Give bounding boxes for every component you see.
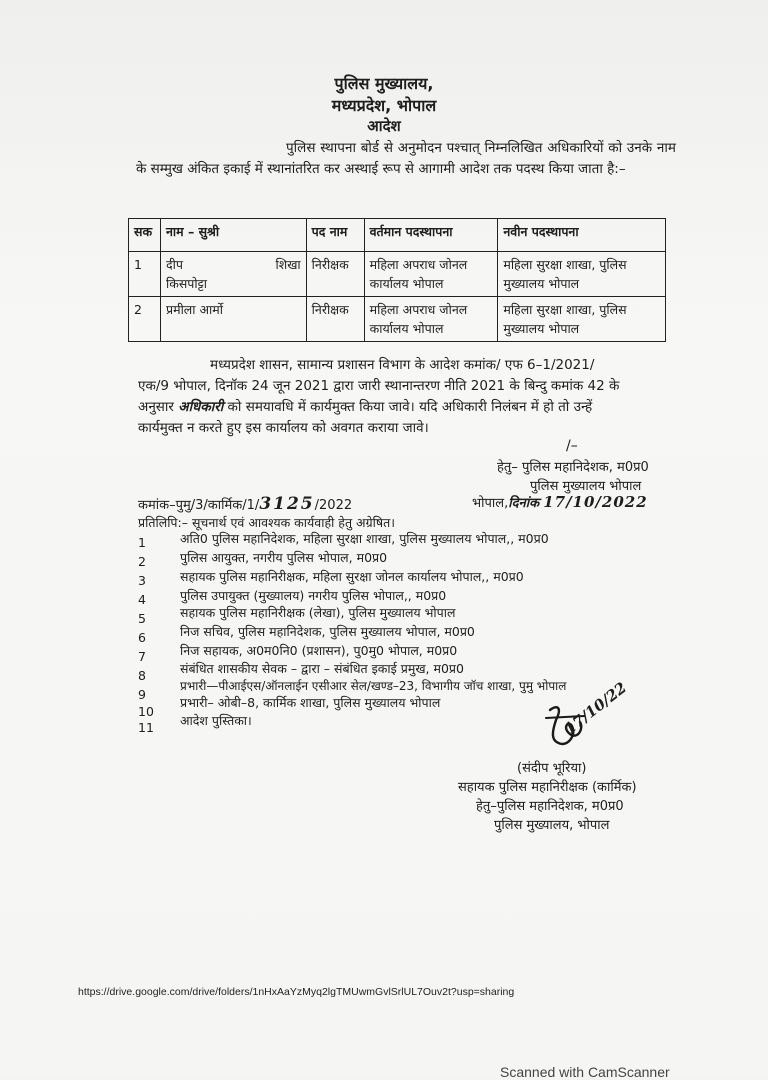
policy-line-1: मध्यप्रदेश शासन, सामान्य प्रशासन विभाग के आदेश कमांक/ एफ 6–1/2021/ [210,357,595,373]
date-handwritten: 17/10/2022 [543,493,648,511]
signatory-designation: सहायक पुलिस महानिरीक्षक (कार्मिक) [458,780,637,795]
col-header-sno: सक [129,219,161,252]
list-item-number: 11 [138,720,154,735]
order-number-year: /2022 [314,498,353,513]
sig-office: पुलिस मुख्यालय भोपाल [530,479,642,494]
order-number [138,494,352,514]
signatory-name: (संदीप भूरिया) [517,761,587,776]
list-item: प्रभारी– ओबी–8, कार्मिक शाखा, पुलिस मुख्यालय भोपाल [180,695,441,710]
list-item-number: 8 [138,668,146,683]
order-number-handwritten: 3125 [259,494,315,514]
cell-sno: 2 [129,297,161,342]
list-item-number: 6 [138,630,146,645]
drive-link[interactable]: https://drive.google.com/drive/folders/1nHxAaYzMyq2lgTMUwmGvlSrlUL7Ouv2t?usp=sharing [78,986,515,998]
date-prefix: भोपाल, [472,496,509,511]
signature-mark: /– [566,438,578,454]
signatory-office: पुलिस मुख्यालय, भोपाल [494,818,610,833]
cell-name [160,252,306,297]
cell-post: निरीक्षक [306,297,364,342]
cell-current-posting: महिला अपराध जोनल कार्यालय भोपाल [364,252,498,297]
header-order-title: आदेश [367,117,401,135]
list-item-number: 3 [138,573,146,588]
cell-sno: 1 [129,252,161,297]
list-item: प्रभारी—पीआईएस/ऑनलाईन एसीआर सेल/खण्ड–23, विभागीय जॉच शाखा, पुमु भोपाल [180,679,567,693]
cell-name: प्रमीला आर्मो [160,297,306,342]
policy-line-3 [138,397,592,418]
list-item: निज सचिव, पुलिस महानिदेशक, पुलिस मुख्यालय भोपाल, म0प्र0 [180,624,475,639]
list-item: आदेश पुस्तिका। [180,713,252,728]
table-row [129,297,666,342]
table-row [129,252,666,297]
list-item-number: 4 [138,592,146,607]
copy-heading: प्रतिलिपि:– सूचनार्थ एवं आवश्यक कार्यवाही हेतु अग्रेषित। [138,515,395,530]
col-header-current-posting: वर्तमान पदस्थापना [364,219,498,252]
policy-line-2: एक/9 भोपाल, दिनॉक 24 जून 2021 द्वारा जारी स्थानान्तरण नीति 2021 के बिन्दु कमांक 42 के [138,378,620,394]
cell-post: निरीक्षक [306,252,364,297]
name-part: शिखा [275,257,301,272]
list-item-number: 1 [138,535,146,550]
name-part: किसपोट्टा [165,276,207,291]
intro-paragraph: पुलिस स्थापना बोर्ड से अनुमोदन पश्चात् निम्नलिखित अधिकारियों को उनके नाम के सम्मुख अंकित इकाई में स्थानांतरित कर अस्थाई रूप से आगामी आदेश तक पदस्थ किया जाता है:– [136,140,676,177]
signature-date: 17/10/22 [560,678,630,738]
name-part: दीप [165,257,183,272]
list-item-number: 5 [138,611,146,626]
col-header-new-posting: नवीन पदस्थापना [498,219,666,252]
list-item: सहायक पुलिस महानिरीक्षक (लेखा), पुलिस मुख्यालय भोपाल [180,605,456,620]
list-item: संबंधित शासकीय सेवक – द्वारा – संबंधित इकाई प्रमुख, म0प्र0 [180,661,464,676]
date-label: दिनांक [508,496,540,511]
list-item-number: 7 [138,649,146,664]
list-item: निज सहायक, अ0म0नि0 (प्रशासन), पु0मु0 भोपाल, म0प्र0 [180,643,458,658]
order-number-prefix: कमांक–पुमु/3/कार्मिक/1/ [138,498,260,513]
policy-emphasis: अधिकारी [178,399,224,415]
list-item: पुलिस आयुक्त, नगरीय पुलिस भोपाल, म0प्र0 [180,550,388,565]
list-item: सहायक पुलिस महानिरीक्षक, महिला सुरक्षा जोनल कार्यालय भोपाल,, म0प्र0 [180,569,524,584]
header-office: पुलिस मुख्यालय, [334,74,434,93]
list-item: अति0 पुलिस महानिदेशक, महिला सुरक्षा शाखा, पुलिस मुख्यालय भोपाल,, म0प्र0 [180,531,549,546]
policy-text: को समयावधि में कार्यमुक्त किया जावे। यदि अधिकारी निलंबन में हो तो उन्हें [223,399,593,415]
col-header-name: नाम – सुश्री [160,219,306,252]
col-header-post: पद नाम [306,219,364,252]
table-header-row [129,219,666,252]
list-item-number: 10 [138,704,154,719]
sig-on-behalf: हेतु– पुलिस महानिदेशक, म0प्र0 [497,460,649,475]
list-item: पुलिस उपायुक्त (मुख्यालय) नगरीय पुलिस भोपाल,, म0प्र0 [180,588,447,603]
transfer-table [128,218,666,342]
order-date [472,493,648,511]
policy-line-4: कार्यमुक्त न करते हुए इस कार्यालय को अवगत कराया जावे। [138,420,429,436]
list-item-number: 2 [138,554,146,569]
signatory-on-behalf: हेतु–पुलिस महानिदेशक, म0प्र0 [476,799,624,814]
policy-text: अनुसार [138,399,179,415]
cell-current-posting: महिला अपराध जोनल कार्यालय भोपाल [364,297,498,342]
cell-new-posting: महिला सुरक्षा शाखा, पुलिस मुख्यालय भोपाल [498,252,666,297]
scanner-watermark: Scanned with CamScanner [500,1064,670,1080]
cell-new-posting: महिला सुरक्षा शाखा, पुलिस मुख्यालय भोपाल [498,297,666,342]
header-state: मध्यप्रदेश, भोपाल [331,96,437,115]
list-item-number: 9 [138,687,146,702]
